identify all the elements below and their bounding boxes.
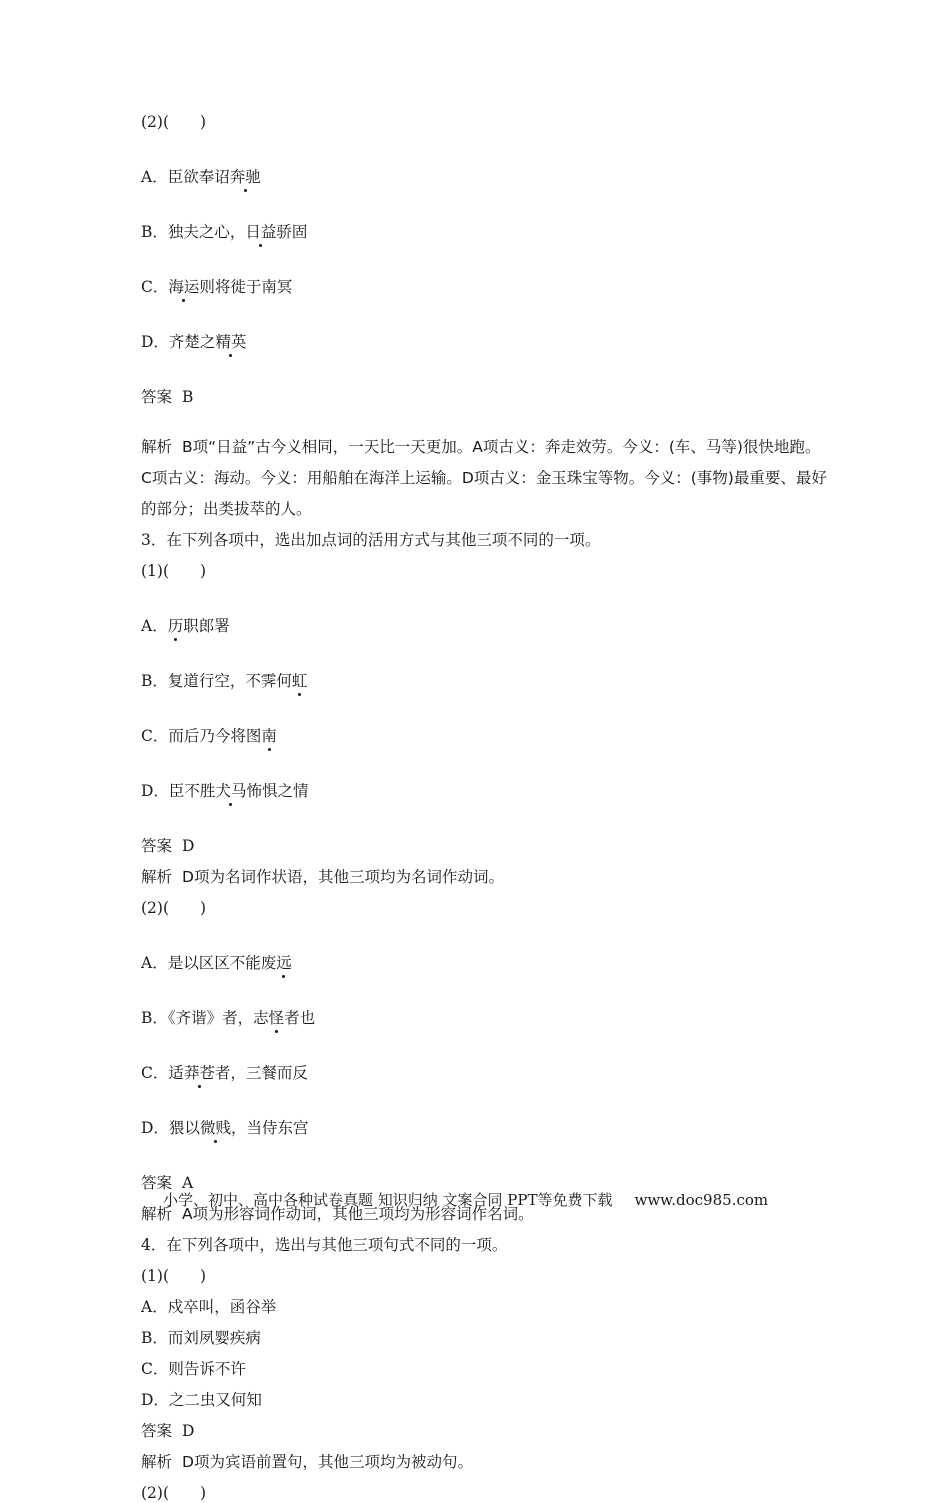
footer-site-link[interactable]: www.doc985.com: [634, 1191, 769, 1209]
analysis-paragraph: 解析 B项“日益”古今义相同，一天比一天更加。A项古义：奔走效劳。今义：(车、马等)很快地跑。C项古义：海动。今义：用船舶在海洋上运输。D项古义：金玉珠宝等物。今义：(事物)最重要、最好的部分；出类拔萃的人。: [141, 438, 827, 518]
analysis-label: 解析: [141, 868, 173, 886]
option-d: D．臣不胜犬马怖惧之情: [141, 782, 309, 800]
answer-line: [141, 387, 831, 407]
answer-value: D: [182, 1422, 195, 1440]
dotted-word: 虹: [291, 672, 308, 690]
answer-value: D: [182, 837, 195, 855]
question-stem: (1)( ): [141, 562, 207, 580]
dotted-word: 日益: [245, 223, 277, 241]
dotted-word: 微贱: [199, 1119, 231, 1137]
dotted-word: 怪: [268, 1009, 285, 1027]
question-stem: (1)( ): [141, 1267, 207, 1285]
answer-label: 答案: [141, 1422, 173, 1440]
dotted-word: 精英: [215, 333, 247, 351]
analysis-label: 解析: [141, 1205, 173, 1223]
question-stem: (2)( ): [141, 899, 207, 917]
option-d: D．之二虫又何知: [141, 1391, 262, 1409]
question-stem: (2)( ): [141, 113, 207, 131]
dotted-word: 犬马: [215, 782, 247, 800]
option-a: A．历职郎署: [141, 617, 230, 635]
option-c: C．适莽苍者，三餐而反: [141, 1064, 308, 1082]
option-d: D．猥以微贱，当侍东宫: [141, 1119, 309, 1137]
answer-line: [141, 1421, 831, 1441]
answer-value: B: [182, 388, 194, 406]
option-c: C．则告诉不许: [141, 1360, 246, 1378]
option-a: A．戍卒叫，函谷举: [141, 1298, 277, 1316]
analysis-paragraph: 解析 A项为形容词作动词，其他三项均为形容词作名词。: [141, 1205, 534, 1223]
option-c: C．海运则将徙于南冥: [141, 278, 293, 296]
option-b: B．复道行空，不霁何虹: [141, 672, 308, 690]
analysis-label: 解析: [141, 1453, 173, 1471]
dotted-word: 奔驰: [229, 168, 261, 186]
answer-line: [141, 836, 831, 856]
dotted-word: 南: [261, 727, 277, 745]
footer-text: 小学、初中、高中各种试卷真题 知识归纳 文案合同 PPT等免费下载: [163, 1191, 613, 1209]
option-a: A．是以区区不能废远: [141, 954, 292, 972]
analysis-paragraph: 解析 D项为名词作状语，其他三项均为名词作动词。: [141, 868, 504, 886]
answer-label: 答案: [141, 388, 173, 406]
option-b: B．《齐谐》者，志怪者也: [141, 1009, 316, 1027]
option-d: D．齐楚之精英: [141, 333, 247, 351]
option-c: C．而后乃今将图南: [141, 727, 277, 745]
dotted-word: 历: [167, 617, 184, 635]
option-b: B．而刘夙婴疾病: [141, 1329, 261, 1347]
answer-label: 答案: [141, 837, 173, 855]
question-stem: (2)( ): [141, 1484, 207, 1502]
page-footer: [163, 1190, 768, 1210]
dotted-word: 海运: [168, 278, 200, 296]
option-b: B．独夫之心，日益骄固: [141, 223, 308, 241]
analysis-paragraph: 解析 D项为宾语前置句，其他三项均为被动句。: [141, 1453, 473, 1471]
analysis-label: 解析: [141, 438, 173, 456]
dotted-word: 莽苍: [183, 1064, 215, 1082]
question-3-stem: 3．在下列各项中，选出加点词的活用方式与其他三项不同的一项。: [141, 531, 601, 549]
answer-label: 答案: [141, 1174, 173, 1192]
option-a: A．臣欲奉诏奔驰: [141, 168, 261, 186]
answer-value: A: [182, 1174, 194, 1192]
document-body: [141, 112, 831, 1503]
dotted-word: 远: [276, 954, 292, 972]
question-4-stem: 4．在下列各项中，选出与其他三项句式不同的一项。: [141, 1236, 508, 1254]
